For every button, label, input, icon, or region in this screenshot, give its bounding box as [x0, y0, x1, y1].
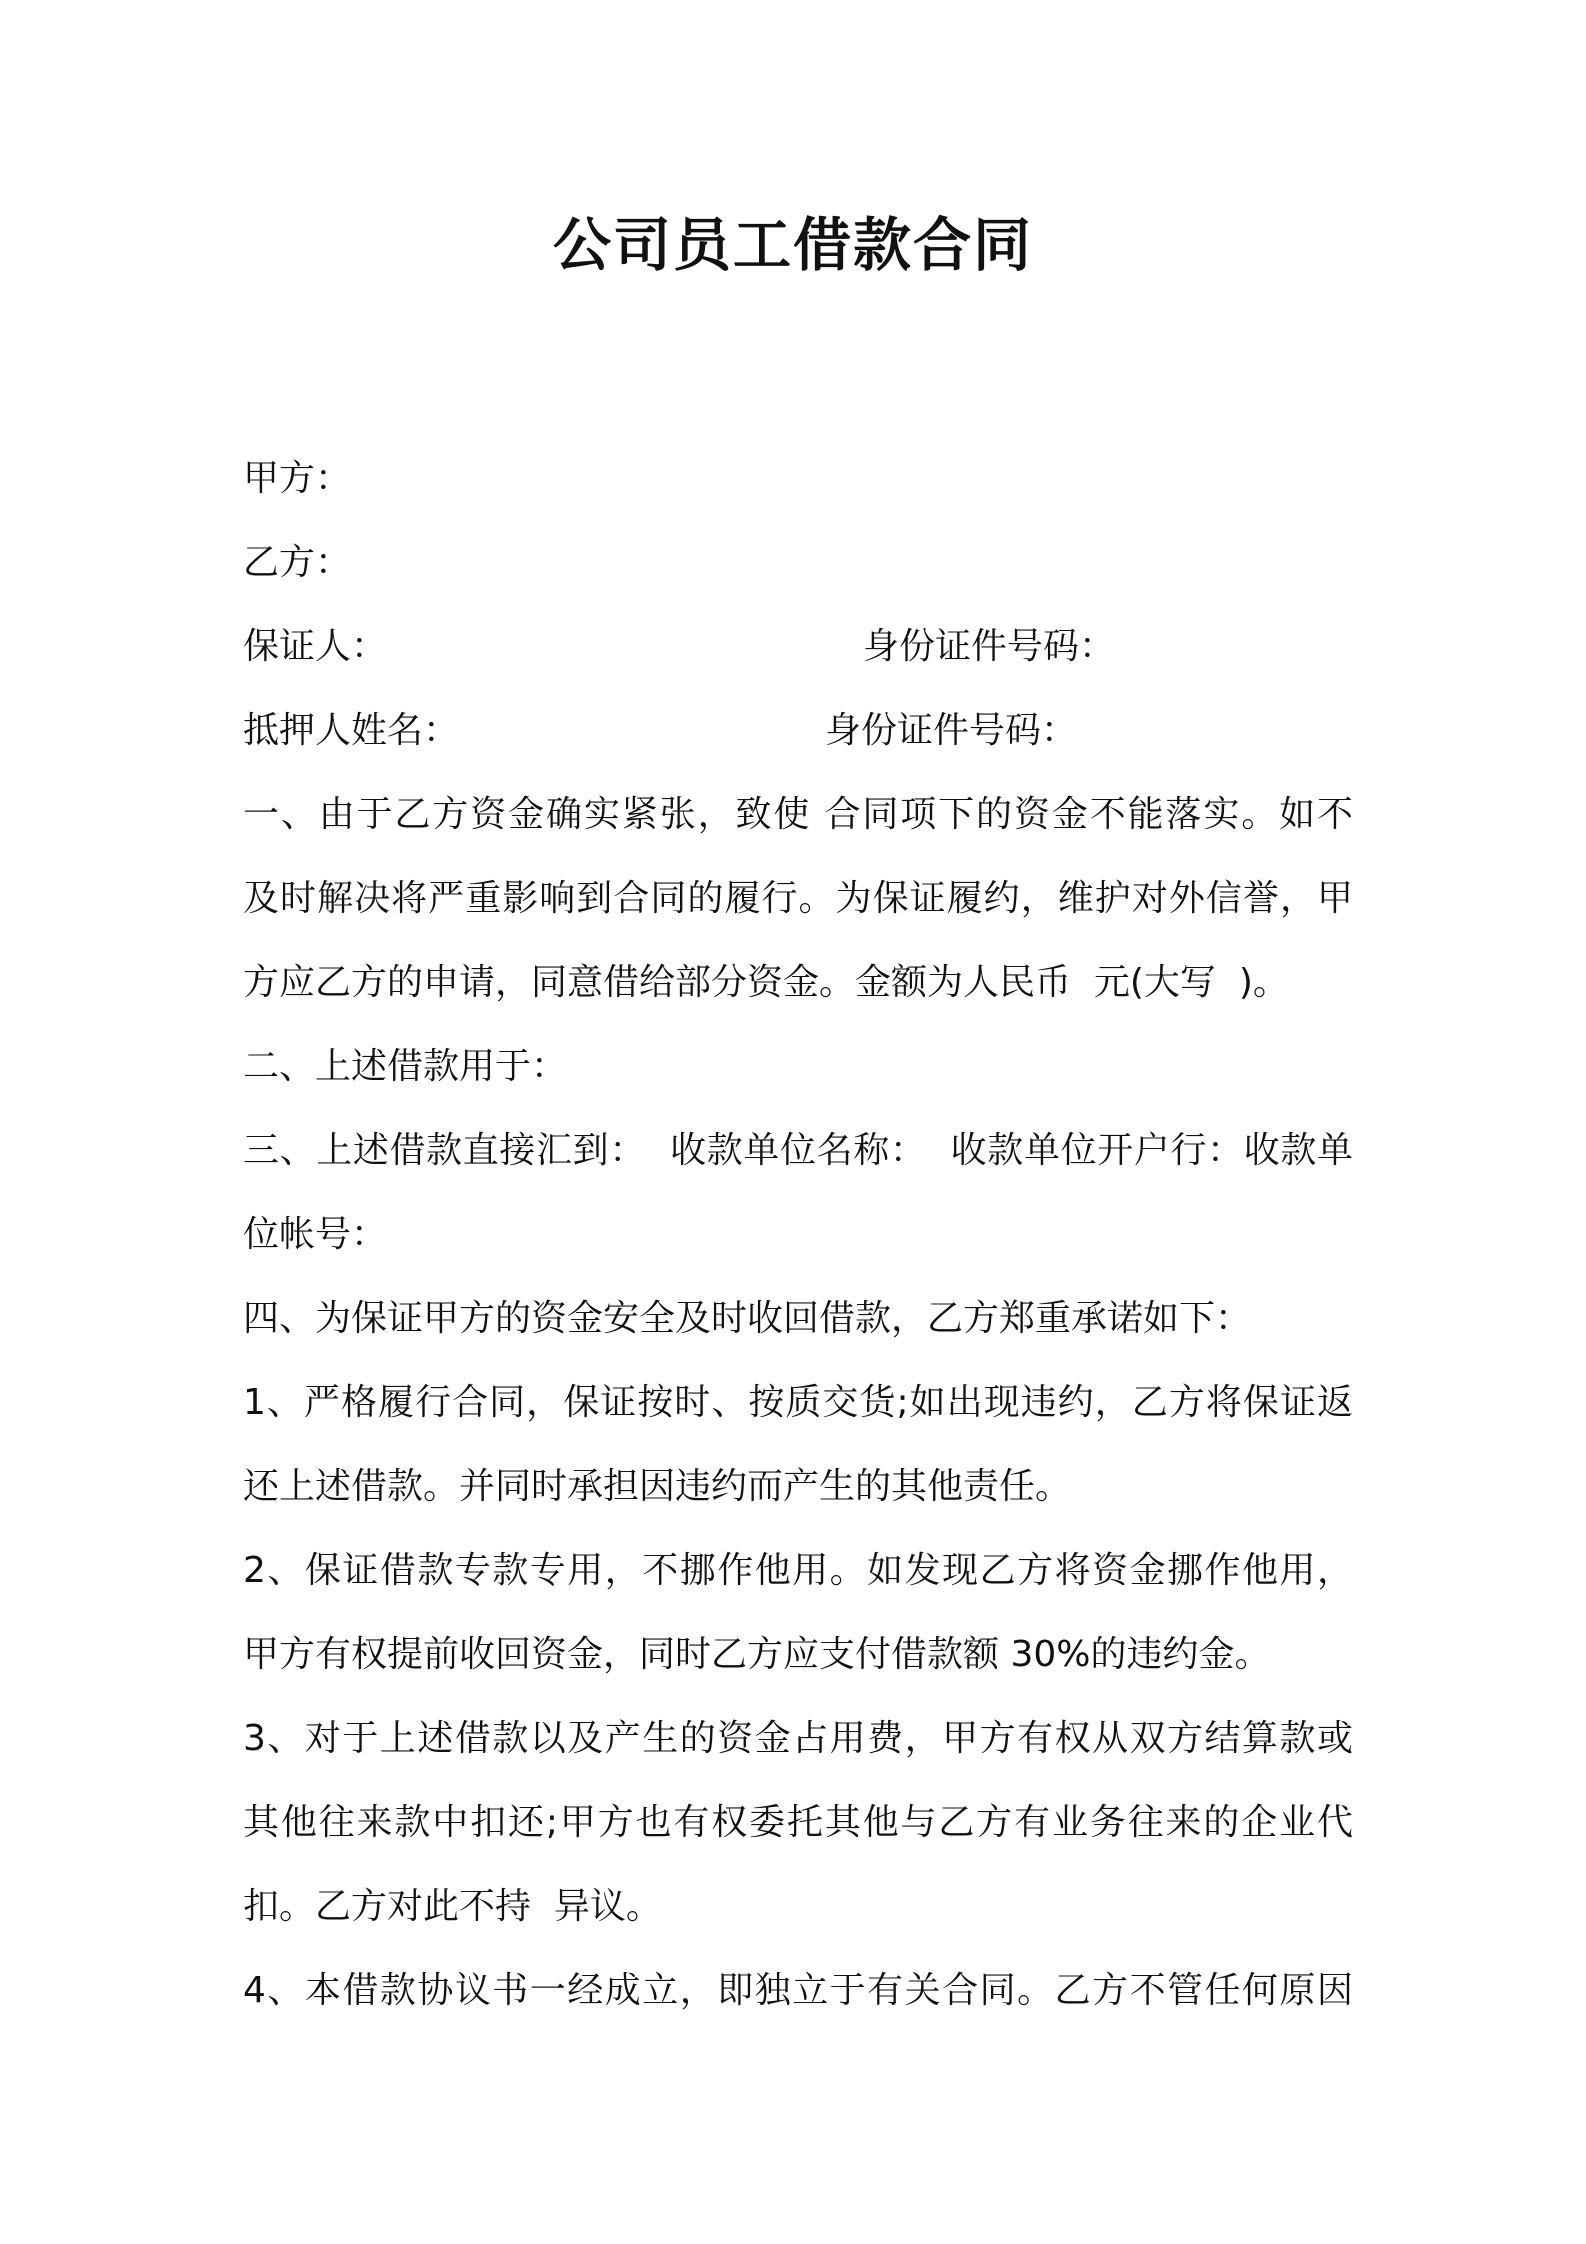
guarantor-label: 保证人： — [243, 626, 388, 667]
item-2-line-1: 2、保证借款专款专用，不挪作他用。如发现乙方将资金挪作他用， — [243, 1550, 1353, 1591]
item-1-line-1: 1、严格履行合同，保证按时、按质交货;如出现违约，乙方将保证返 — [243, 1382, 1353, 1423]
clause-4: 四、为保证甲方的资金安全及时收回借款，乙方郑重承诺如下： — [243, 1298, 1252, 1339]
item-4-line-1: 4、本借款协议书一经成立，即独立于有关合同。乙方不管任何原因 — [243, 1970, 1353, 2011]
clause-1-line-2: 及时解决将严重影响到合同的履行。为保证履约，维护对外信誉，甲 — [243, 878, 1353, 919]
item-3-line-3: 扣。乙方对此不持 异议。 — [243, 1886, 662, 1927]
clause-2: 二、上述借款用于： — [243, 1046, 568, 1087]
clause-3-line-2: 位帐号： — [243, 1214, 388, 1255]
document-title: 公司员工借款合同 — [552, 211, 1033, 279]
party-a-label: 甲方： — [243, 458, 352, 499]
item-3-line-1: 3、对于上述借款以及产生的资金占用费，甲方有权从双方结算款或 — [243, 1718, 1353, 1759]
item-3-line-2: 其他往来款中扣还;甲方也有权委托其他与乙方有业务往来的企业代 — [243, 1802, 1353, 1843]
item-1-line-2: 还上述借款。并同时承担因违约而产生的其他责任。 — [243, 1466, 1072, 1507]
mortgagor-label: 抵押人姓名： — [243, 710, 460, 751]
clause-3-line-1: 三、上述借款直接汇到： 收款单位名称： 收款单位开户行：收款单 — [243, 1130, 1353, 1171]
guarantor-id-label: 身份证件号码： — [863, 626, 1116, 667]
clause-1-line-3: 方应乙方的申请，同意借给部分资金。金额为人民币 元(大写 )。 — [243, 962, 1289, 1003]
item-2-line-2: 甲方有权提前收回资金，同时乙方应支付借款额 30%的违约金。 — [243, 1634, 1271, 1675]
mortgagor-id-label: 身份证件号码： — [825, 710, 1078, 751]
clause-1-line-1: 一、由于乙方资金确实紧张，致使 合同项下的资金不能落实。如不 — [243, 794, 1353, 835]
party-b-label: 乙方： — [243, 542, 352, 583]
